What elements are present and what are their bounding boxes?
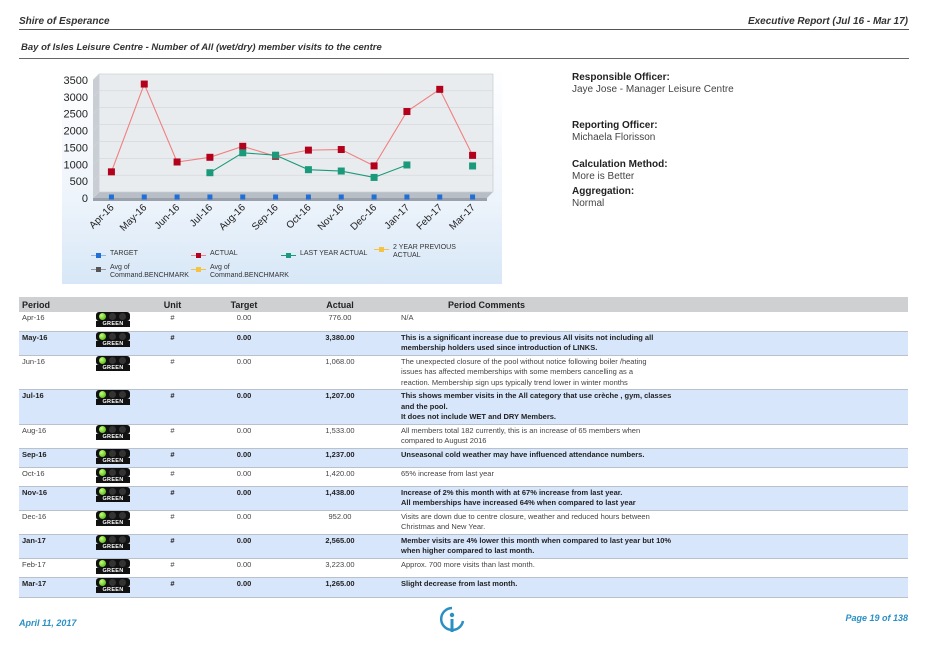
x-tick-label: Mar-17: [447, 202, 478, 233]
period-cell: May-16: [19, 331, 75, 355]
info-value: Normal: [572, 198, 605, 209]
data-point: [372, 195, 377, 200]
unit-cell: #: [139, 448, 206, 467]
actual-cell: 2,565.00: [282, 534, 398, 558]
period-cell: Sep-16: [19, 448, 75, 467]
chart-legend: [96, 244, 456, 282]
comment-cell: [398, 355, 908, 390]
data-point: [436, 86, 443, 93]
target-cell: 0.00: [206, 448, 282, 467]
y-tick-label: 1500: [63, 142, 88, 155]
data-point: [142, 195, 147, 200]
status-cell: [75, 424, 139, 448]
data-point: [338, 168, 345, 175]
comment-cell: [398, 312, 908, 331]
legend-swatch: [96, 267, 101, 272]
status-label: GREEN: [96, 477, 130, 483]
status-cell: [75, 577, 139, 597]
comment-line: Member visits are 4% lower this month when compared to last year but 10%: [401, 535, 672, 545]
x-tick-label: Oct-16: [284, 202, 314, 232]
subtitle-divider: [19, 58, 909, 59]
table-row: [19, 534, 908, 558]
unit-cell: #: [139, 424, 206, 448]
x-tick-label: Nov-16: [315, 202, 347, 233]
status-label: GREEN: [96, 341, 130, 347]
y-tick-label: 2500: [63, 108, 88, 121]
period-cell: Jun-16: [19, 355, 75, 390]
traffic-light-icon: [96, 468, 136, 483]
comment-line: and the pool.: [401, 401, 448, 411]
data-point: [206, 169, 213, 176]
comment-cell: [398, 467, 908, 486]
data-point: [469, 152, 476, 159]
data-point: [272, 152, 279, 159]
comment-line: This is a significant increase due to previous All visits not including all: [401, 332, 654, 342]
target-cell: 0.00: [206, 331, 282, 355]
status-cell: [75, 534, 139, 558]
data-point: [305, 147, 312, 154]
unit-cell: #: [139, 577, 206, 597]
data-point: [109, 195, 114, 200]
comment-cell: [398, 331, 908, 355]
col-comments: Period Comments: [398, 297, 908, 312]
table-row: [19, 424, 908, 448]
status-cell: [75, 486, 139, 510]
comment-line: It does not include WET and DRY Members.: [401, 412, 557, 421]
comment-line: issues has affected memberships with some members cancelling as a: [401, 367, 634, 376]
status-cell: [75, 510, 139, 534]
status-label: GREEN: [96, 568, 130, 574]
unit-cell: #: [139, 331, 206, 355]
table-row: [19, 390, 908, 425]
period-cell: Jul-16: [19, 390, 75, 425]
measure-title: Bay of Isles Leisure Centre - Number of All (wet/dry) member visits to the centre: [21, 42, 382, 53]
data-point: [175, 195, 180, 200]
status-cell: [75, 355, 139, 390]
comment-line: All members total 182 currently, this is an increase of 65 members when: [401, 425, 641, 435]
target-cell: 0.00: [206, 534, 282, 558]
actual-cell: 952.00: [282, 510, 398, 534]
legend-swatch: [196, 253, 201, 258]
period-cell: Aug-16: [19, 424, 75, 448]
y-tick-label: 3500: [63, 75, 88, 87]
info-field: [572, 186, 634, 209]
traffic-light-icon: [96, 449, 136, 464]
traffic-light-icon: [96, 390, 136, 405]
col-target: Target: [206, 297, 282, 312]
status-label: GREEN: [96, 587, 130, 593]
comment-cell: [398, 486, 908, 510]
chart-side-wall: [93, 74, 99, 198]
table-row: [19, 448, 908, 467]
status-label: GREEN: [96, 520, 130, 526]
unit-cell: #: [139, 312, 206, 331]
unit-cell: #: [139, 510, 206, 534]
info-value: Michaela Florisson: [572, 132, 656, 143]
comment-cell: [398, 448, 908, 467]
actual-cell: 1,438.00: [282, 486, 398, 510]
comment-line: when higher compared to last month.: [401, 546, 535, 555]
data-point: [371, 174, 378, 181]
comment-line: Visits are down due to centre closure, weather and reduced hours between: [401, 511, 650, 521]
legend-label: Avg of Command.BENCHMARK: [110, 264, 189, 279]
status-label: GREEN: [96, 544, 130, 550]
legend-label: 2 YEAR PREVIOUS ACTUAL: [393, 244, 456, 259]
info-label: Calculation Method:: [572, 159, 668, 170]
period-cell: Dec-16: [19, 510, 75, 534]
traffic-light-icon: [96, 312, 136, 327]
period-table: [19, 297, 908, 598]
data-point: [339, 195, 344, 200]
unit-cell: #: [139, 390, 206, 425]
col-unit: Unit: [139, 297, 206, 312]
info-label: Aggregation:: [572, 186, 635, 197]
traffic-light-icon: [96, 578, 136, 593]
comment-line: Unseasonal cold weather may have influenced attendance numbers.: [401, 449, 645, 459]
comment-line: membership holders used since introduction of LINKS.: [401, 343, 598, 352]
chart-floor: [93, 192, 493, 198]
comment-cell: [398, 577, 908, 597]
target-cell: 0.00: [206, 390, 282, 425]
data-point: [306, 195, 311, 200]
period-cell: Jan-17: [19, 534, 75, 558]
data-point: [108, 168, 115, 175]
data-point: [206, 154, 213, 161]
col-actual: Actual: [282, 297, 398, 312]
info-field: [572, 72, 734, 95]
status-cell: [75, 390, 139, 425]
x-tick-label: Jun-16: [152, 202, 183, 232]
info-label: Responsible Officer:: [572, 72, 670, 83]
target-cell: 0.00: [206, 486, 282, 510]
comment-line: Slight decrease from last month.: [401, 578, 518, 588]
unit-cell: #: [139, 534, 206, 558]
period-cell: Feb-17: [19, 558, 75, 577]
status-label: GREEN: [96, 458, 130, 464]
comment-line: 65% increase from last year: [401, 468, 494, 478]
status-label: GREEN: [96, 496, 130, 502]
data-point: [239, 143, 246, 150]
period-cell: Oct-16: [19, 467, 75, 486]
chart-floor-edge: [93, 198, 487, 201]
table-row: [19, 577, 908, 597]
comment-cell: [398, 558, 908, 577]
info-field: [572, 159, 668, 182]
comment-line: Increase of 2% this month with at 67% increase from last year.: [401, 487, 623, 497]
status-cell: [75, 448, 139, 467]
x-tick-label: Jan-17: [382, 202, 413, 232]
target-cell: 0.00: [206, 312, 282, 331]
info-value: Jaye Jose - Manager Leisure Centre: [572, 84, 734, 95]
header-divider: [19, 29, 909, 30]
legend-swatch: [196, 267, 201, 272]
table-header-row: [19, 297, 908, 312]
status-cell: [75, 312, 139, 331]
actual-cell: 776.00: [282, 312, 398, 331]
info-field: [572, 120, 658, 143]
comment-line: The unexpected closure of the pool without notice following boiler /heating: [401, 356, 647, 366]
data-point: [469, 162, 476, 169]
x-tick-label: Feb-17: [414, 202, 445, 233]
data-point: [239, 149, 246, 156]
actual-cell: 1,207.00: [282, 390, 398, 425]
table-row: [19, 312, 908, 331]
traffic-light-icon: [96, 425, 136, 440]
target-cell: 0.00: [206, 424, 282, 448]
status-label: GREEN: [96, 321, 130, 327]
data-point: [338, 146, 345, 153]
data-point: [207, 195, 212, 200]
data-point: [404, 195, 409, 200]
target-cell: 0.00: [206, 467, 282, 486]
target-cell: 0.00: [206, 355, 282, 390]
organisation-name: Shire of Esperance: [19, 16, 110, 27]
legend-label: TARGET: [110, 250, 138, 257]
traffic-light-icon: [96, 535, 136, 550]
comment-line: All memberships have increased 64% when compared to last year: [401, 498, 636, 507]
status-cell: [75, 331, 139, 355]
data-point: [403, 108, 410, 115]
x-tick-label: Sep-16: [250, 202, 281, 233]
table-row: [19, 486, 908, 510]
data-point: [141, 81, 148, 88]
legend-label: Avg of Command.BENCHMARK: [210, 264, 289, 279]
info-value: More is Better: [572, 171, 635, 182]
traffic-light-icon: [96, 332, 136, 347]
y-tick-label: 1000: [63, 159, 88, 172]
legend-label: LAST YEAR ACTUAL: [300, 250, 368, 257]
data-point: [305, 166, 312, 173]
status-label: GREEN: [96, 399, 130, 405]
traffic-light-icon: [96, 487, 136, 502]
col-status: [75, 297, 139, 312]
x-tick-label: May-16: [118, 202, 150, 234]
actual-cell: 1,068.00: [282, 355, 398, 390]
target-cell: 0.00: [206, 577, 282, 597]
legend-label: ACTUAL: [210, 250, 238, 257]
actual-cell: 1,420.00: [282, 467, 398, 486]
status-cell: [75, 558, 139, 577]
status-label: GREEN: [96, 365, 130, 371]
y-tick-label: 3000: [63, 91, 88, 104]
x-tick-label: Jul-16: [187, 202, 216, 230]
x-tick-label: Dec-16: [348, 202, 380, 233]
data-point: [174, 158, 181, 165]
table-row: [19, 355, 908, 390]
unit-cell: #: [139, 558, 206, 577]
chart-back-wall: [99, 74, 493, 192]
target-cell: 0.00: [206, 558, 282, 577]
table-row: [19, 558, 908, 577]
period-cell: Apr-16: [19, 312, 75, 331]
company-logo-icon: [439, 606, 465, 636]
status-label: GREEN: [96, 434, 130, 440]
unit-cell: #: [139, 467, 206, 486]
comment-cell: [398, 510, 908, 534]
y-tick-label: 0: [81, 193, 88, 205]
traffic-light-icon: [96, 511, 136, 526]
period-cell: Mar-17: [19, 577, 75, 597]
comment-line: Christmas and New Year.: [401, 522, 486, 531]
table-row: [19, 510, 908, 534]
unit-cell: #: [139, 355, 206, 390]
info-label: Reporting Officer:: [572, 120, 658, 131]
data-point: [371, 162, 378, 169]
y-tick-label: 500: [69, 176, 88, 189]
actual-cell: 3,223.00: [282, 558, 398, 577]
col-period: Period: [19, 297, 75, 312]
unit-cell: #: [139, 486, 206, 510]
x-tick-label: Apr-16: [87, 202, 117, 232]
table-row: [19, 467, 908, 486]
comment-cell: [398, 390, 908, 425]
comment-cell: [398, 534, 908, 558]
actual-cell: 3,380.00: [282, 331, 398, 355]
table-row: [19, 331, 908, 355]
data-point: [403, 161, 410, 168]
comment-line: Approx. 700 more visits than last month.: [401, 559, 535, 569]
traffic-light-icon: [96, 356, 136, 371]
footer-page-number: Page 19 of 138: [845, 613, 908, 623]
legend-swatch: [379, 247, 384, 252]
actual-cell: 1,265.00: [282, 577, 398, 597]
actual-cell: 1,533.00: [282, 424, 398, 448]
period-cell: Nov-16: [19, 486, 75, 510]
comment-line: This shows member visits in the All category that use crèche , gym, classes: [401, 391, 672, 400]
comment-line: N/A: [401, 313, 414, 322]
legend-swatch: [96, 253, 101, 258]
legend-swatch: [286, 253, 291, 258]
actual-cell: 1,237.00: [282, 448, 398, 467]
data-point: [240, 195, 245, 200]
comment-cell: [398, 424, 908, 448]
data-point: [273, 195, 278, 200]
data-point: [470, 195, 475, 200]
y-tick-label: 2000: [63, 125, 88, 138]
target-cell: 0.00: [206, 510, 282, 534]
traffic-light-icon: [96, 559, 136, 574]
comment-line: reaction. Membership sign ups typically trend lower in winter months: [401, 377, 628, 387]
comment-line: compared to August 2016: [401, 436, 487, 445]
report-title: Executive Report (Jul 16 - Mar 17): [747, 16, 908, 27]
status-cell: [75, 467, 139, 486]
footer-date: April 11, 2017: [19, 618, 77, 628]
x-tick-label: Aug-16: [217, 202, 248, 233]
data-point: [437, 195, 442, 200]
